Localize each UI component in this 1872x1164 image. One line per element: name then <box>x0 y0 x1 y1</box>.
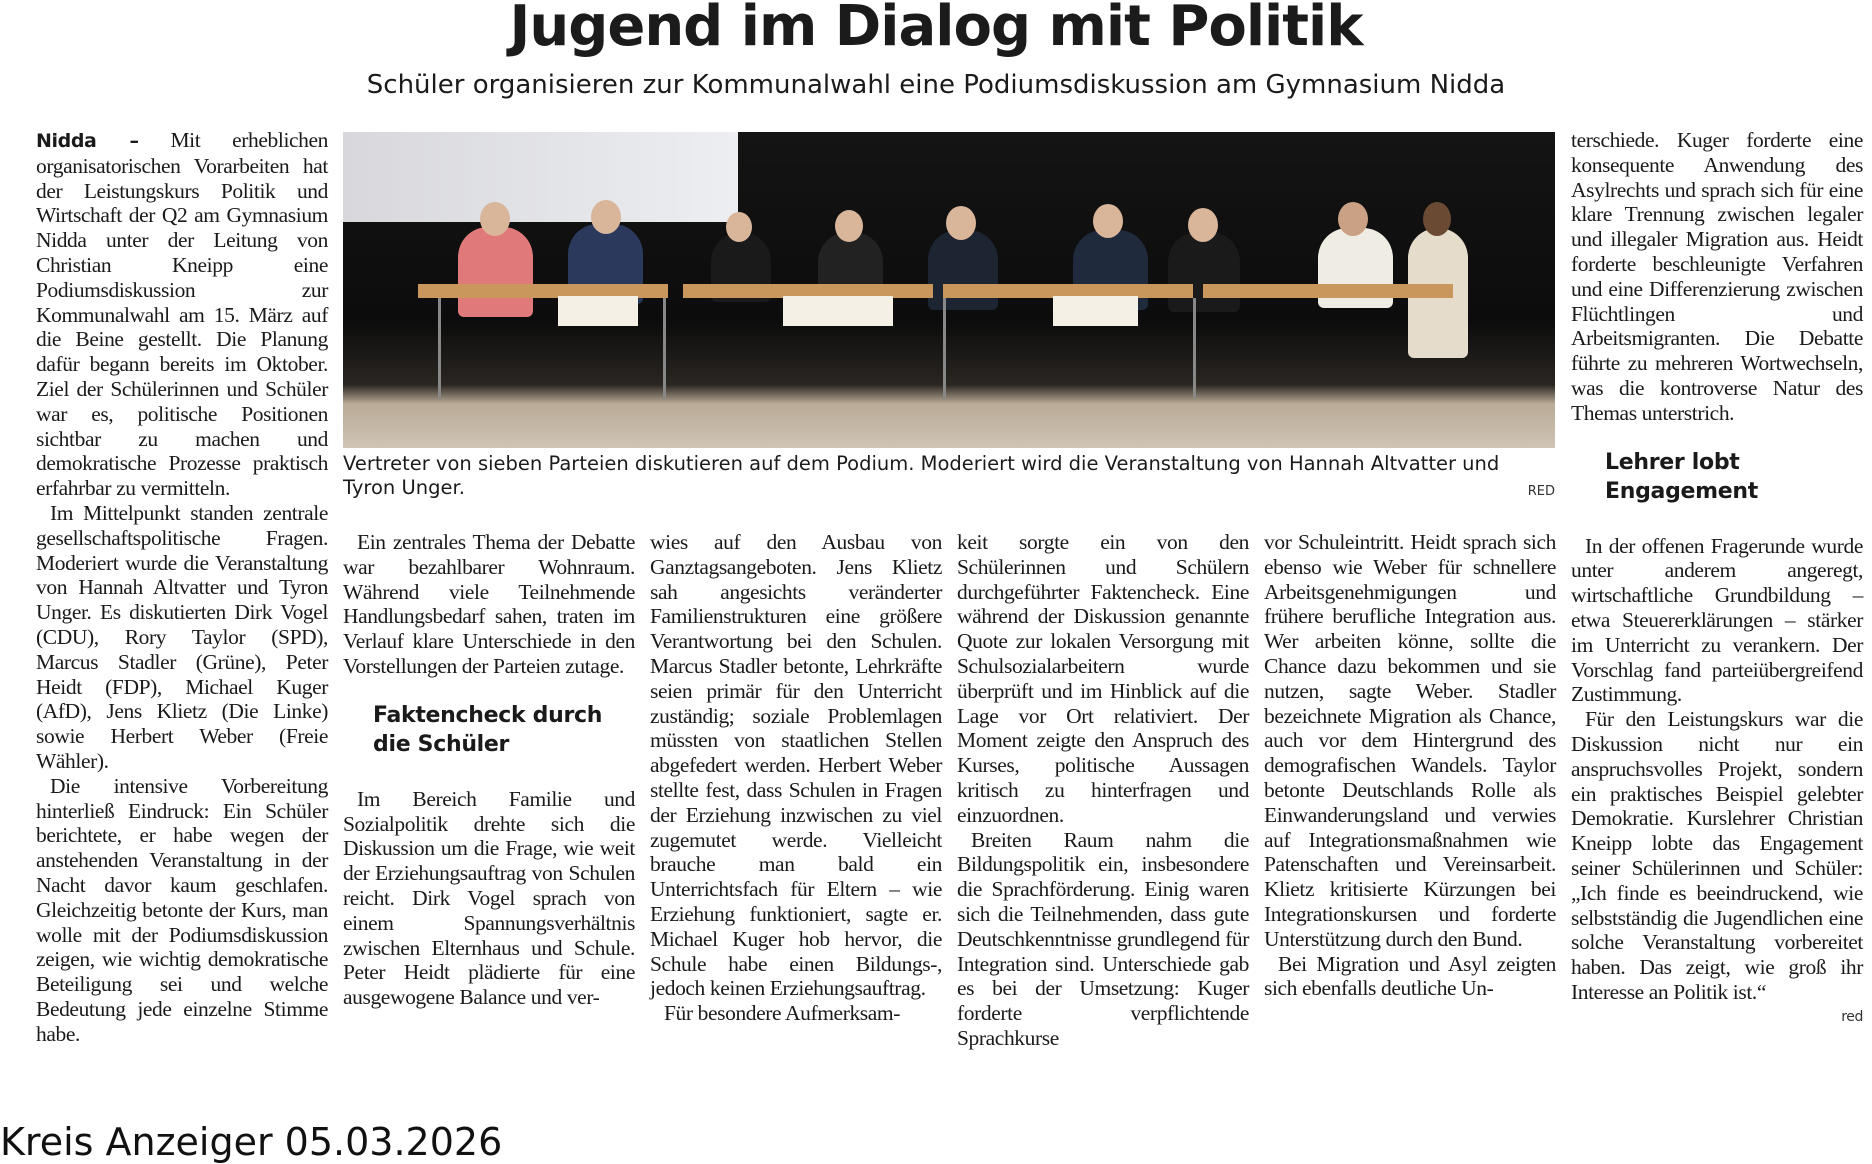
paragraph: Für den Leistungskurs war die Diskussion nicht nur ein anspruchsvolles Projekt, sondern ein praktisches Beispiel gelebter Demokratie. Kurslehrer Christian Kneipp lobte das Engagement seiner Schülerinnen und Schüler: „Ich finde es beeindruckend, wie selbstständig die Jugendlichen eine solche Veranstaltung vorbereitet haben. Das zeigt, wie groß ihr Interesse an Politik ist.“ <box>1571 707 1863 1004</box>
column-2 <box>343 530 635 1010</box>
photo-caption: Vertreter von sieben Parteien diskutieren auf dem Podium. Moderiert wird die Veranstaltung von Hannah Altvatter und Tyron Unger. <box>343 452 1500 499</box>
author-signature: red <box>1841 1008 1863 1025</box>
paragraph: wies auf den Ausbau von Ganztagsangeboten. Jens Klietz sah angesichts veränderter Familienstrukturen eine größere Verantwortung bei den Schulen. Marcus Stadler betonte, Lehrkräfte seien primär für den Unterricht zuständig; soziale Problemlagen müssten von staatlichen Stellen abgefedert werden. Herbert Weber stellte fest, dass Schulen in Fragen der Erziehung inzwischen zu viel zugemutet werde. Vielleicht brauche man bald ein Unterrichtsfach für Eltern – wie Erziehung funktioniert, sagte er. Michael Kuger hob hervor, die Schule habe einen Bildungs-, jedoch keinen Erziehungsauftrag. <box>650 530 942 1001</box>
section-heading: Lehrer lobt Engagement <box>1605 449 1758 504</box>
paragraph: In der offenen Fragerunde wurde unter anderem angeregt, wirtschaftliche Grundbildung – etwa Steuererklärungen – stärker im Unterricht zu verankern. Der Vorschlag fand parteiübergreifend Zustimmung. <box>1571 533 1863 707</box>
name-card <box>783 296 893 326</box>
photo-credit: RED <box>1527 484 1555 499</box>
podium-photo <box>343 132 1555 448</box>
headline: Jugend im Dialog mit Politik <box>509 0 1363 59</box>
projection-screen <box>343 132 738 222</box>
paragraph: Im Bereich Familie und Sozialpolitik drehte sich die Diskussion um die Frage, wie weit der Erziehungsauftrag von Schulen reicht. Dirk Vogel sprach von einem Spannungsverhältnis zwischen Elternhaus und Schule. Peter Heidt plädierte für eine ausgewogene Balance und ver- <box>343 786 635 1010</box>
paragraph: Nidda – Mit erheblichen organisatorischen Vorarbeiten hat der Leistungskurs Politik und Wirtschaft der Q2 am Gymnasium Nidda unter der Leitung von Christian Kneipp eine Podiumsdiskussion zur Kommunalwahl am 15. März auf die Beine gestellt. Die Planung dafür begann bereits im Oktober. Ziel der Schülerinnen und Schüler war es, politische Positionen sichtbar zu machen und demokratische Prozesse praktisch erfahrbar zu vermitteln. <box>36 128 328 501</box>
paragraph: Für besondere Aufmerksam- <box>664 1001 900 1026</box>
paragraph: keit sorgte ein von den Schülerinnen und Schülern durchgeführter Faktencheck. Eine während der Diskussion genannte Quote zur lokalen Versorgung mit Schulsozialarbeitern wurde überprüft und im Hinblick auf die Lage vor Ort relativiert. Der Moment zeigte den Anspruch des Kurses, politische Aussagen kritisch zu hinterfragen und einzuordnen. <box>957 530 1249 827</box>
column-1 <box>36 128 328 1046</box>
paragraph: vor Schuleintritt. Heidt sprach sich ebenso wie Weber für schnellere Arbeitsgenehmigungen und frühere berufliche Integration aus. Wer arbeiten könne, sollte die Chance dazu bekommen und sie nutzen, sagte Weber. Stadler bezeichnete Migration als Chance, auch vor dem Hintergrund des demografischen Wandels. Taylor betonte Deutschlands Rolle als Einwanderungsland und verwies auf Integrationsmaßnahmen wie Patenschaften und Vereinsarbeit. Klietz kritisierte Kürzungen bei Integrationskursen und forderte Unterstützung durch den Bund. <box>1264 530 1556 951</box>
column-4 <box>957 530 1249 1051</box>
column-6 <box>1571 128 1863 1030</box>
paragraph: terschiede. Kuger forderte eine konsequente Anwendung des Asylrechts und sprach sich für eine klare Trennung zwischen legaler und illegaler Migration aus. Heidt forderte beschleunigte Verfahren und eine Differenzierung zwischen Flüchtlingen und Arbeitsmigranten. Die Debatte führte zu mehreren Wortwechseln, was die kontroverse Natur des Themas unterstrich. <box>1571 128 1863 425</box>
section-heading: Faktencheck durch die Schüler <box>373 702 603 757</box>
subheadline: Schüler organisieren zur Kommunalwahl eine Podiumsdiskussion am Gymnasium Nidda <box>366 70 1506 100</box>
paragraph: Bei Migration und Asyl zeigten sich ebenfalls deutliche Un- <box>1264 951 1556 1001</box>
paragraph: Breiten Raum nahm die Bildungspolitik ein, insbesondere die Sprachförderung. Einig waren sich die Teilnehmenden, dass gute Deutschkenntnisse grundlegend für Integration sind. Unterschiede gab es bei der Umsetzung: Kuger forderte verpflichtende Sprachkurse <box>957 827 1249 1050</box>
source-line: Kreis Anzeiger 05.03.2026 <box>0 1120 503 1164</box>
column-5 <box>1264 530 1556 1001</box>
paragraph: Die intensive Vorbereitung hinterließ Eindruck: Ein Schüler berichtete, er habe wegen der anstehenden Veranstaltung in der Nacht davor kaum geschlafen. Gleichzeitig betonte der Kurs, man wolle mit der Podiumsdiskussion zeigen, wie wichtig demokratische Beteiligung sei und welche Bedeutung jede einzelne Stimme habe. <box>36 773 328 1046</box>
name-card <box>1053 296 1138 326</box>
paragraph: Ein zentrales Thema der Debatte war bezahlbarer Wohnraum. Während viele Teilnehmende Handlungsbedarf sahen, traten im Verlauf klare Unterschiede in den Vorstellungen der Parteien zutage. <box>343 530 635 678</box>
column-3 <box>650 530 942 1026</box>
dateline: Nidda – <box>36 130 139 152</box>
name-card <box>558 296 638 326</box>
paragraph: Im Mittelpunkt standen zentrale gesellschaftspolitische Fragen. Moderiert wurde die Veranstaltung von Hannah Altvatter und Tyron Unger. Es diskutierten Dirk Vogel (CDU), Rory Taylor (SPD), Marcus Stadler (Grüne), Peter Heidt (FDP), Michael Kuger (AfD), Jens Klietz (Die Linke) sowie Herbert Weber (Freie Wähler). <box>36 500 328 773</box>
